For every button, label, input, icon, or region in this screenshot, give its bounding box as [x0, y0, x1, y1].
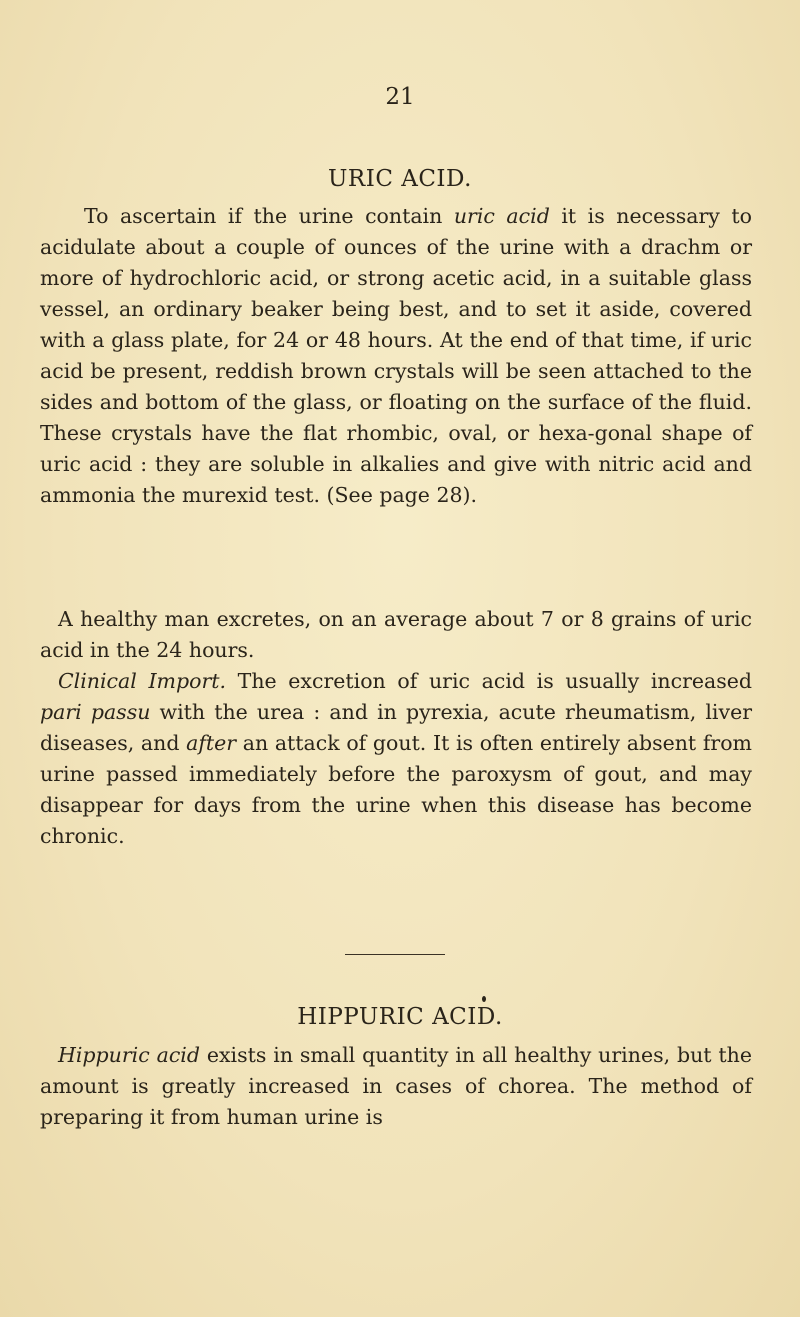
paragraph-text: it is necessary to acidulate about a couple of ounces of the urine with a drachm or more of hydrochloric acid, or strong acetic acid, in a suitable glass vessel, an ordinary beaker being best, and to set it aside, covered with a glass plate, for 24 or 48 hours. At the end of that time, if uric acid be present, reddish brown crystals will be seen attached to the sides and bottom of the glass, or floating on the surface of the fluid. These crystals have the flat rhombic, oval, or hexa-gonal shape of uric acid : they are soluble in alkalies and give with nitric acid and ammonia the murexid test. (See page 28). [40, 204, 752, 507]
paragraph-hippuric-acid [40, 1040, 752, 1133]
section-title-hippuric-acid: HIPPURIC ACID. [297, 1004, 503, 1030]
italic-term: after [186, 731, 237, 755]
italic-term: uric acid [453, 204, 550, 228]
paragraph-text: The excretion of uric acid is usually increased [226, 669, 752, 693]
paragraph-text: an attack of gout. It is often entirely absent from urine passed immediately before the paroxysm of gout, and may disappear for days from the urine when this disease has become chronic. [40, 731, 752, 848]
paragraph-clinical-import [40, 666, 752, 852]
page-number: 21 [385, 84, 415, 110]
section-divider [345, 954, 445, 955]
paragraph-uric-acid-test [40, 201, 752, 511]
paragraph-text: with the urea : and in pyrexia, acute rheumatism, liver diseases, and [40, 700, 752, 755]
ink-speck [482, 996, 486, 1002]
italic-term: pari passu [40, 700, 151, 724]
section-title-uric-acid: URIC ACID. [328, 166, 472, 192]
paragraph-text: exists in small quantity in all healthy urines, but the amount is greatly increased in cases of chorea. The method of preparing it from human urine is [40, 1043, 752, 1129]
paragraph-text: To ascertain if the urine contain [84, 204, 454, 228]
italic-term: Hippuric acid [58, 1043, 200, 1067]
italic-heading: Clinical Import. [58, 669, 227, 693]
paragraph-healthy-excretion: A healthy man excretes, on an average about 7 or 8 grains of uric acid in the 24 hours. [40, 607, 752, 662]
